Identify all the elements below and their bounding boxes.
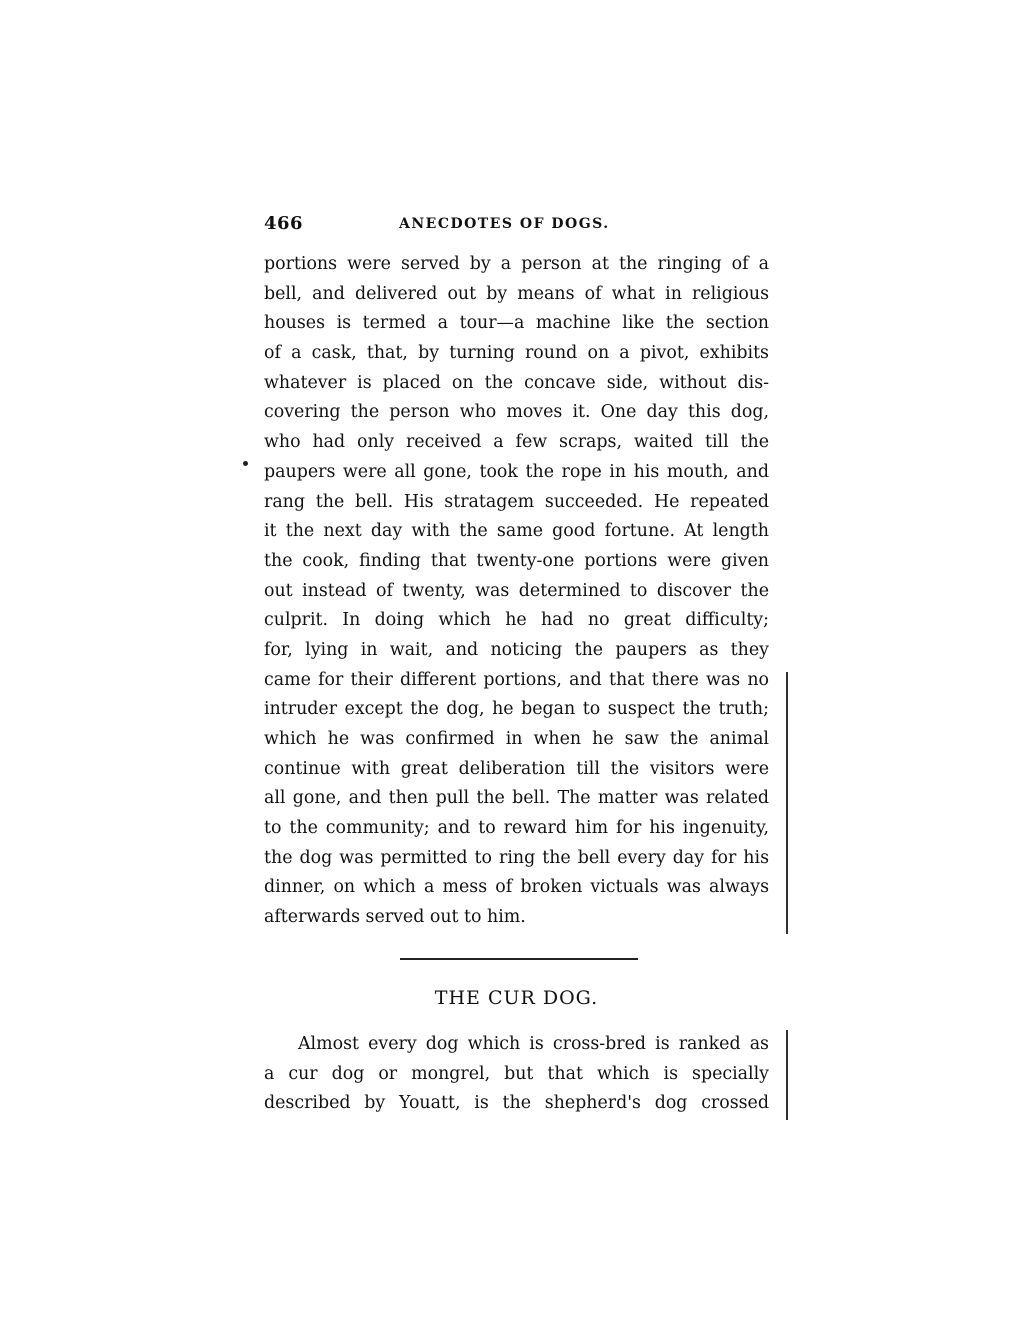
text-line: all gone, and then pull the bell. The matter was related — [264, 788, 769, 809]
margin-rule — [786, 672, 788, 934]
text-line: of a cask, that, by turning round on a pivot, exhibits — [264, 343, 769, 364]
text-line: rang the bell. His stratagem succeeded. He repeated — [264, 491, 769, 512]
text-line: which he was confirmed in when he saw the animal — [264, 729, 769, 749]
text-line: the cook, finding that twenty-one portions were given — [264, 550, 769, 571]
text-line: culprit. In doing which he had no great difficulty; — [264, 610, 769, 631]
text-line: to the community; and to reward him for his ingenuity, — [264, 818, 769, 839]
text-line: whatever is placed on the concave side, without dis- — [264, 372, 769, 393]
text-line: a cur dog or mongrel, but that which is specially — [264, 1063, 769, 1084]
text-line: paupers were all gone, took the rope in his mouth, and — [264, 461, 769, 482]
section-text — [264, 1030, 769, 1119]
text-line: the dog was permitted to ring the bell every day for his — [264, 847, 769, 868]
page-number: 466 — [264, 213, 304, 234]
text-line: came for their different portions, and that there was no — [264, 669, 769, 690]
running-head — [264, 213, 784, 237]
body-text — [264, 250, 769, 933]
text-line: it the next day with the same good fortune. At length — [264, 521, 769, 542]
text-line: who had only received a few scraps, waited till the — [264, 432, 769, 453]
text-line: houses is termed a tour—a machine like the section — [264, 313, 769, 334]
text-line: Almost every dog which is cross-bred is ranked as — [298, 1034, 769, 1054]
margin-rule — [786, 1030, 788, 1120]
section-divider — [400, 958, 638, 960]
text-line: continue with great deliberation till the visitors were — [264, 758, 769, 779]
text-line: bell, and delivered out by means of what in religious — [264, 283, 769, 304]
text-line: for, lying in wait, and noticing the paupers as they — [264, 639, 769, 660]
text-line: afterwards served out to him. — [264, 907, 526, 928]
section-title: THE CUR DOG. — [434, 987, 599, 1009]
text-line: intruder except the dog, he began to suspect the truth; — [264, 699, 769, 720]
margin-mark — [243, 461, 248, 466]
text-line: out instead of twenty, was determined to discover the — [264, 580, 769, 601]
running-title: ANECDOTES OF DOGS. — [399, 216, 610, 232]
text-line: covering the person who moves it. One day this dog, — [264, 402, 769, 423]
text-line: described by Youatt, is the shepherd's dog crossed — [264, 1093, 769, 1114]
text-line: dinner, on which a mess of broken victuals was always — [264, 877, 769, 898]
text-line: portions were served by a person at the ringing of a — [264, 254, 769, 274]
